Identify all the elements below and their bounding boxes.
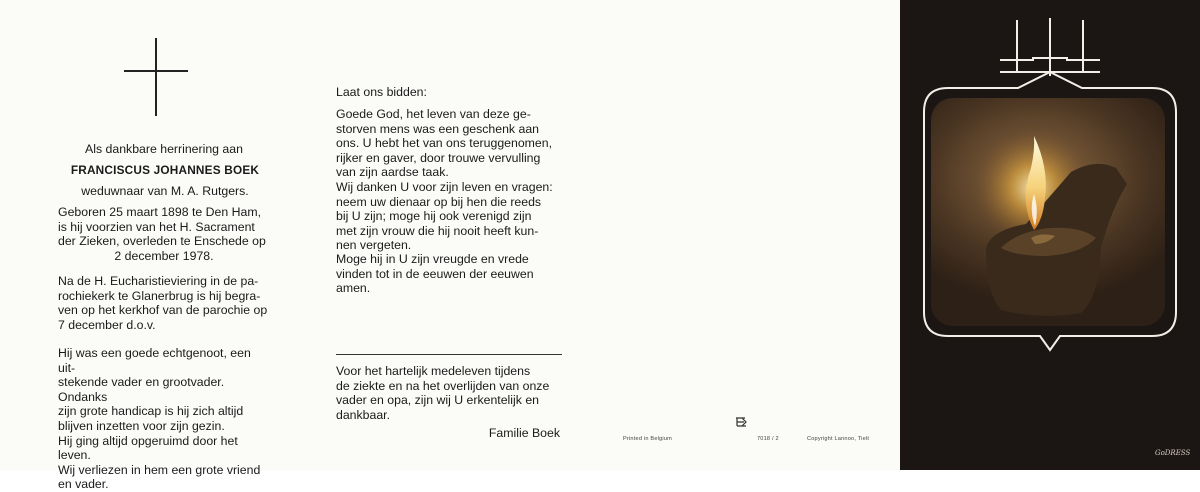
text-line: amen. [336, 281, 371, 296]
text-line: storven mens was een geschenk aan [336, 121, 540, 136]
text-line: 7 december d.o.v. [58, 317, 156, 332]
back-panel [598, 0, 901, 470]
text-line: ven op het kerkhof van de parochie op [58, 303, 268, 318]
oil-lamp-icon [931, 98, 1165, 326]
text-line: vader en opa, zijn wij U erkentelijk en [336, 393, 540, 408]
text-line: de ziekte en na het overlijden van onze [336, 378, 550, 393]
text-line: vinden tot in de eeuwen der eeuwen [336, 266, 534, 281]
widower-text: weduwnaar van M. A. Rutgers. [81, 184, 249, 198]
text-line: rochiekerk te Glanerbrug is hij begra- [58, 288, 261, 303]
artist-signature: GoDRESS [1155, 449, 1191, 457]
prayer-paragraph-2 [336, 180, 562, 253]
text-line: en vader. [58, 477, 109, 492]
publisher-logo-icon [734, 415, 748, 429]
three-crosses-icon [1000, 18, 1100, 76]
text-line: is hij voorzien van het H. Sacrament [58, 219, 255, 234]
text-line: neem uw dienaar op bij hen die reeds [336, 194, 542, 209]
prayer-title: Laat ons bidden: [336, 85, 427, 99]
text-line: ons. U hebt het van ons teruggenomen, [336, 136, 553, 151]
cross-icon-bar [124, 70, 188, 72]
reference-number: 7018 / 2 [757, 436, 779, 442]
text-line: blijven inzetten voor zijn gezin. [58, 418, 225, 433]
prayer-paragraph-1 [336, 107, 562, 180]
front-panel [900, 0, 1200, 470]
text-line: van zijn aardse taak. [336, 165, 449, 180]
copyright-text: Copyright Lannoo, Tielt [807, 436, 870, 442]
dedication-text: Als dankbare herrinering aan [85, 142, 243, 156]
family-signature: Familie Boek [488, 426, 560, 440]
text-line: met zijn vrouw die hij nooit heeft kun- [336, 223, 539, 238]
personal-paragraph [58, 346, 270, 492]
text-line: Voor het hartelijk medeleven tijdens [336, 364, 531, 378]
deceased-name: FRANCISCUS JOHANNES BOEK [70, 163, 260, 177]
text-line: bij U zijn; moge hij ook verenigd zijn [336, 209, 532, 224]
text-line: Goede God, het leven van deze ge- [336, 107, 531, 121]
candle-photo [931, 98, 1165, 326]
text-line: Wij danken U voor zijn leven en vragen: [336, 180, 553, 194]
text-line: zijn grote handicap is hij zich altijd [58, 404, 244, 419]
text-line: nen vergeten. [336, 238, 412, 253]
prayer-paragraph-3 [336, 252, 562, 296]
text-line: 2 december 1978. [114, 248, 214, 263]
text-line: stekende vader en grootvader. Ondanks [58, 375, 225, 404]
text-line: Geboren 25 maart 1898 te Den Ham, [58, 205, 262, 219]
printed-in-text: Printed in Belgium [623, 436, 672, 442]
text-line: Wij verliezen in hem een grote vriend [58, 462, 261, 477]
text-line: Hij was een goede echtgenoot, een uit- [58, 346, 251, 375]
text-line: dankbaar. [336, 407, 391, 422]
divider-line [336, 354, 562, 355]
text-line: rijker en gaver, door trouwe vervulling [336, 150, 541, 165]
text-line: Hij ging altijd opgeruimd door het leven. [58, 433, 238, 463]
birth-death-paragraph [58, 205, 270, 263]
cross-icon [155, 38, 157, 116]
left-panel [0, 0, 301, 492]
text-line: Na de H. Eucharistieviering in de pa- [58, 274, 259, 288]
text-line: der Zieken, overleden te Enschede op [58, 234, 266, 249]
funeral-paragraph [58, 274, 270, 332]
thanks-paragraph [336, 364, 562, 422]
text-line: Moge hij in U zijn vreugde en vrede [336, 252, 529, 266]
